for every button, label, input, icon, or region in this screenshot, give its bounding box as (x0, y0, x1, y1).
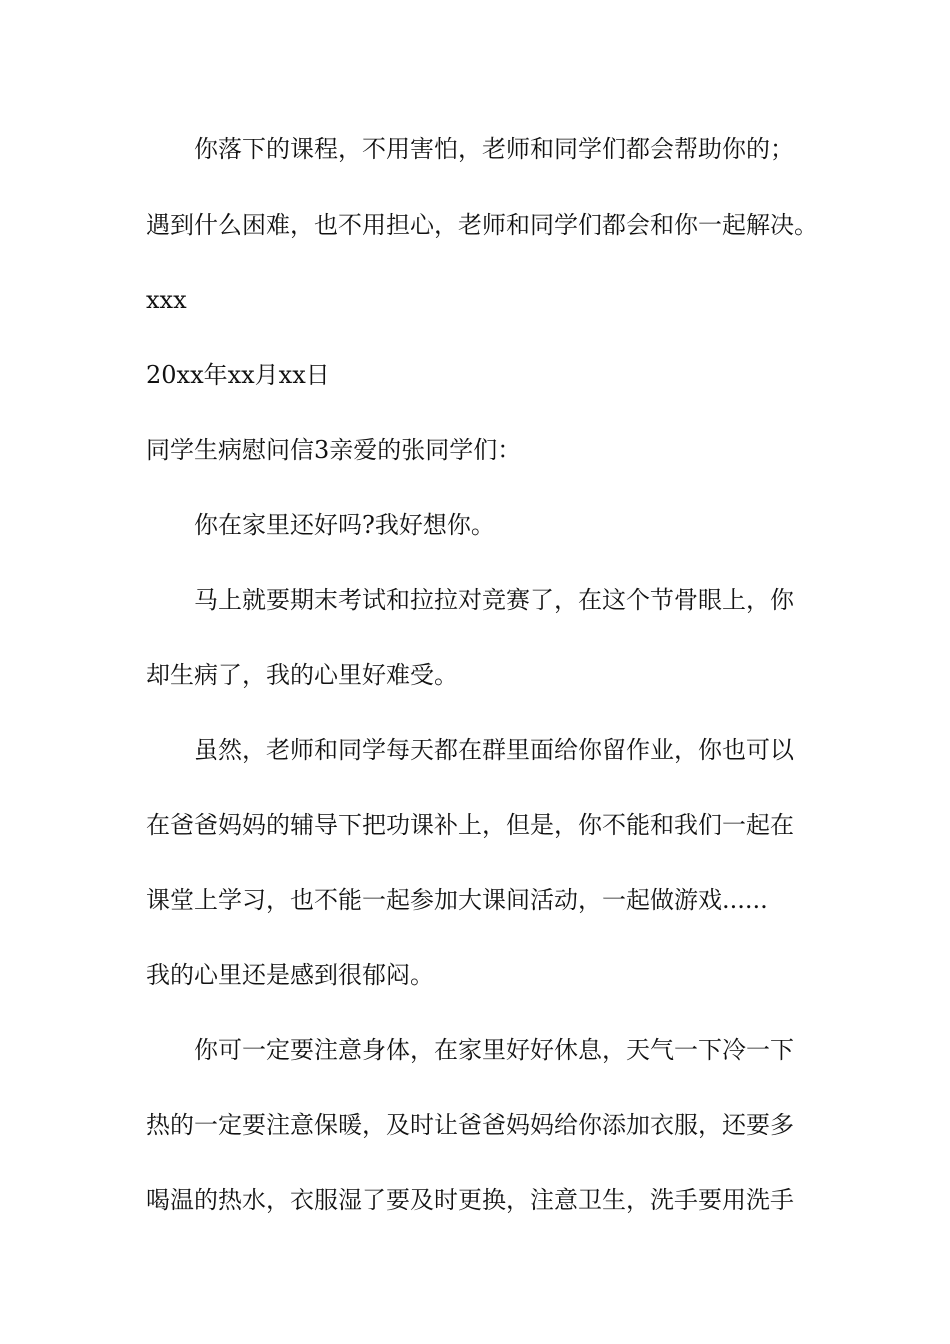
paragraph-line: 你可一定要注意身体，在家里好好休息，天气一下冷一下 (194, 1036, 794, 1064)
paragraph-line: 热的一定要注意保暖，及时让爸爸妈妈给你添加衣服，还要多 (146, 1111, 794, 1139)
paragraph-line: 马上就要期末考试和拉拉对竞赛了，在这个节骨眼上，你 (194, 586, 794, 614)
paragraph-line: 你在家里还好吗?我好想你。 (194, 511, 495, 539)
paragraph-line: 你落下的课程，不用害怕，老师和同学们都会帮助你的； (194, 135, 794, 163)
paragraph-line: 虽然，老师和同学每天都在群里面给你留作业，你也可以 (194, 736, 794, 764)
signature-date: 20xx年xx月xx日 (146, 361, 330, 389)
letter-title-greeting: 同学生病慰问信3亲爱的张同学们： (146, 436, 522, 464)
paragraph-line: 在爸爸妈妈的辅导下把功课补上，但是，你不能和我们一起在 (146, 811, 794, 839)
paragraph-line: 课堂上学习，也不能一起参加大课间活动，一起做游戏...... (146, 886, 768, 914)
signature-name: xxx (146, 286, 187, 314)
paragraph-line: 却生病了，我的心里好难受。 (146, 661, 458, 689)
paragraph-line: 遇到什么困难，也不用担心，老师和同学们都会和你一起解决。 (146, 211, 818, 239)
paragraph-line: 喝温的热水，衣服湿了要及时更换，注意卫生，洗手要用洗手 (146, 1186, 794, 1214)
paragraph-line: 我的心里还是感到很郁闷。 (146, 961, 434, 989)
